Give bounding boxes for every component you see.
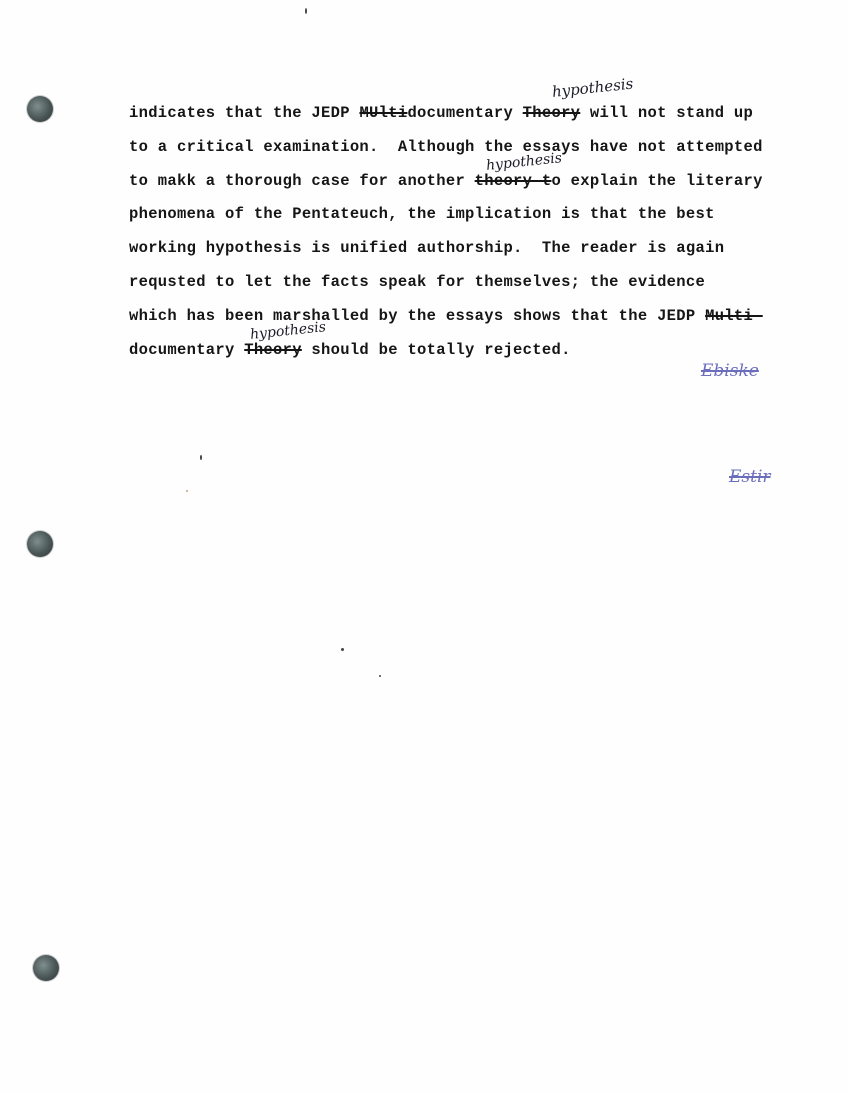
- text-line-2: to a critical examination. Although the essays have not attempted: [129, 138, 763, 156]
- line-3-end: o explain the literary: [551, 172, 763, 190]
- line-1-middle: documentary: [407, 104, 523, 122]
- paper-speck: [379, 675, 381, 677]
- paper-speck: [186, 490, 188, 492]
- blue-margin-mark-1: Ebiske: [701, 361, 759, 381]
- text-line-6: requsted to let the facts speak for themselves; the evidence: [129, 273, 706, 291]
- struck-word-multi: Multi-: [705, 307, 763, 325]
- text-line-8: [129, 341, 571, 359]
- handwritten-correction-2: hypothesis: [485, 150, 563, 174]
- struck-word-theory: Theory: [522, 104, 581, 122]
- paper-speck: [341, 648, 344, 651]
- line-3-start: to makk a thorough case for another: [129, 172, 475, 190]
- line-8-end: should be totally rejected.: [301, 341, 571, 359]
- line-1-start: indicates that the JEDP: [129, 104, 360, 122]
- text-line-4: phenomena of the Pentateuch, the implication is that the best: [129, 205, 715, 223]
- handwritten-correction-3: hypothesis: [249, 319, 327, 343]
- line-8-start: documentary: [129, 341, 245, 359]
- struck-word-theory: theory t: [474, 172, 552, 190]
- handwritten-correction-1: hypothesis: [551, 74, 635, 101]
- struck-word-multi: MUlti: [359, 104, 408, 122]
- text-line-7: [129, 307, 763, 325]
- punch-hole-top: [27, 96, 53, 122]
- struck-word-theory: Theory: [244, 341, 302, 359]
- text-line-1: [129, 104, 753, 122]
- punch-hole-middle: [27, 531, 53, 557]
- punch-hole-bottom: [33, 955, 59, 981]
- blue-margin-mark-2: Estir: [729, 467, 771, 487]
- line-7-start: which has been marshalled by the essays shows that the JEDP: [129, 307, 706, 325]
- paper-speck: [200, 455, 202, 460]
- text-line-5: working hypothesis is unified authorship. The reader is again: [129, 239, 725, 257]
- line-1-end: will not stand up: [580, 104, 754, 122]
- paper-speck: [305, 8, 307, 14]
- text-line-3: [129, 172, 763, 190]
